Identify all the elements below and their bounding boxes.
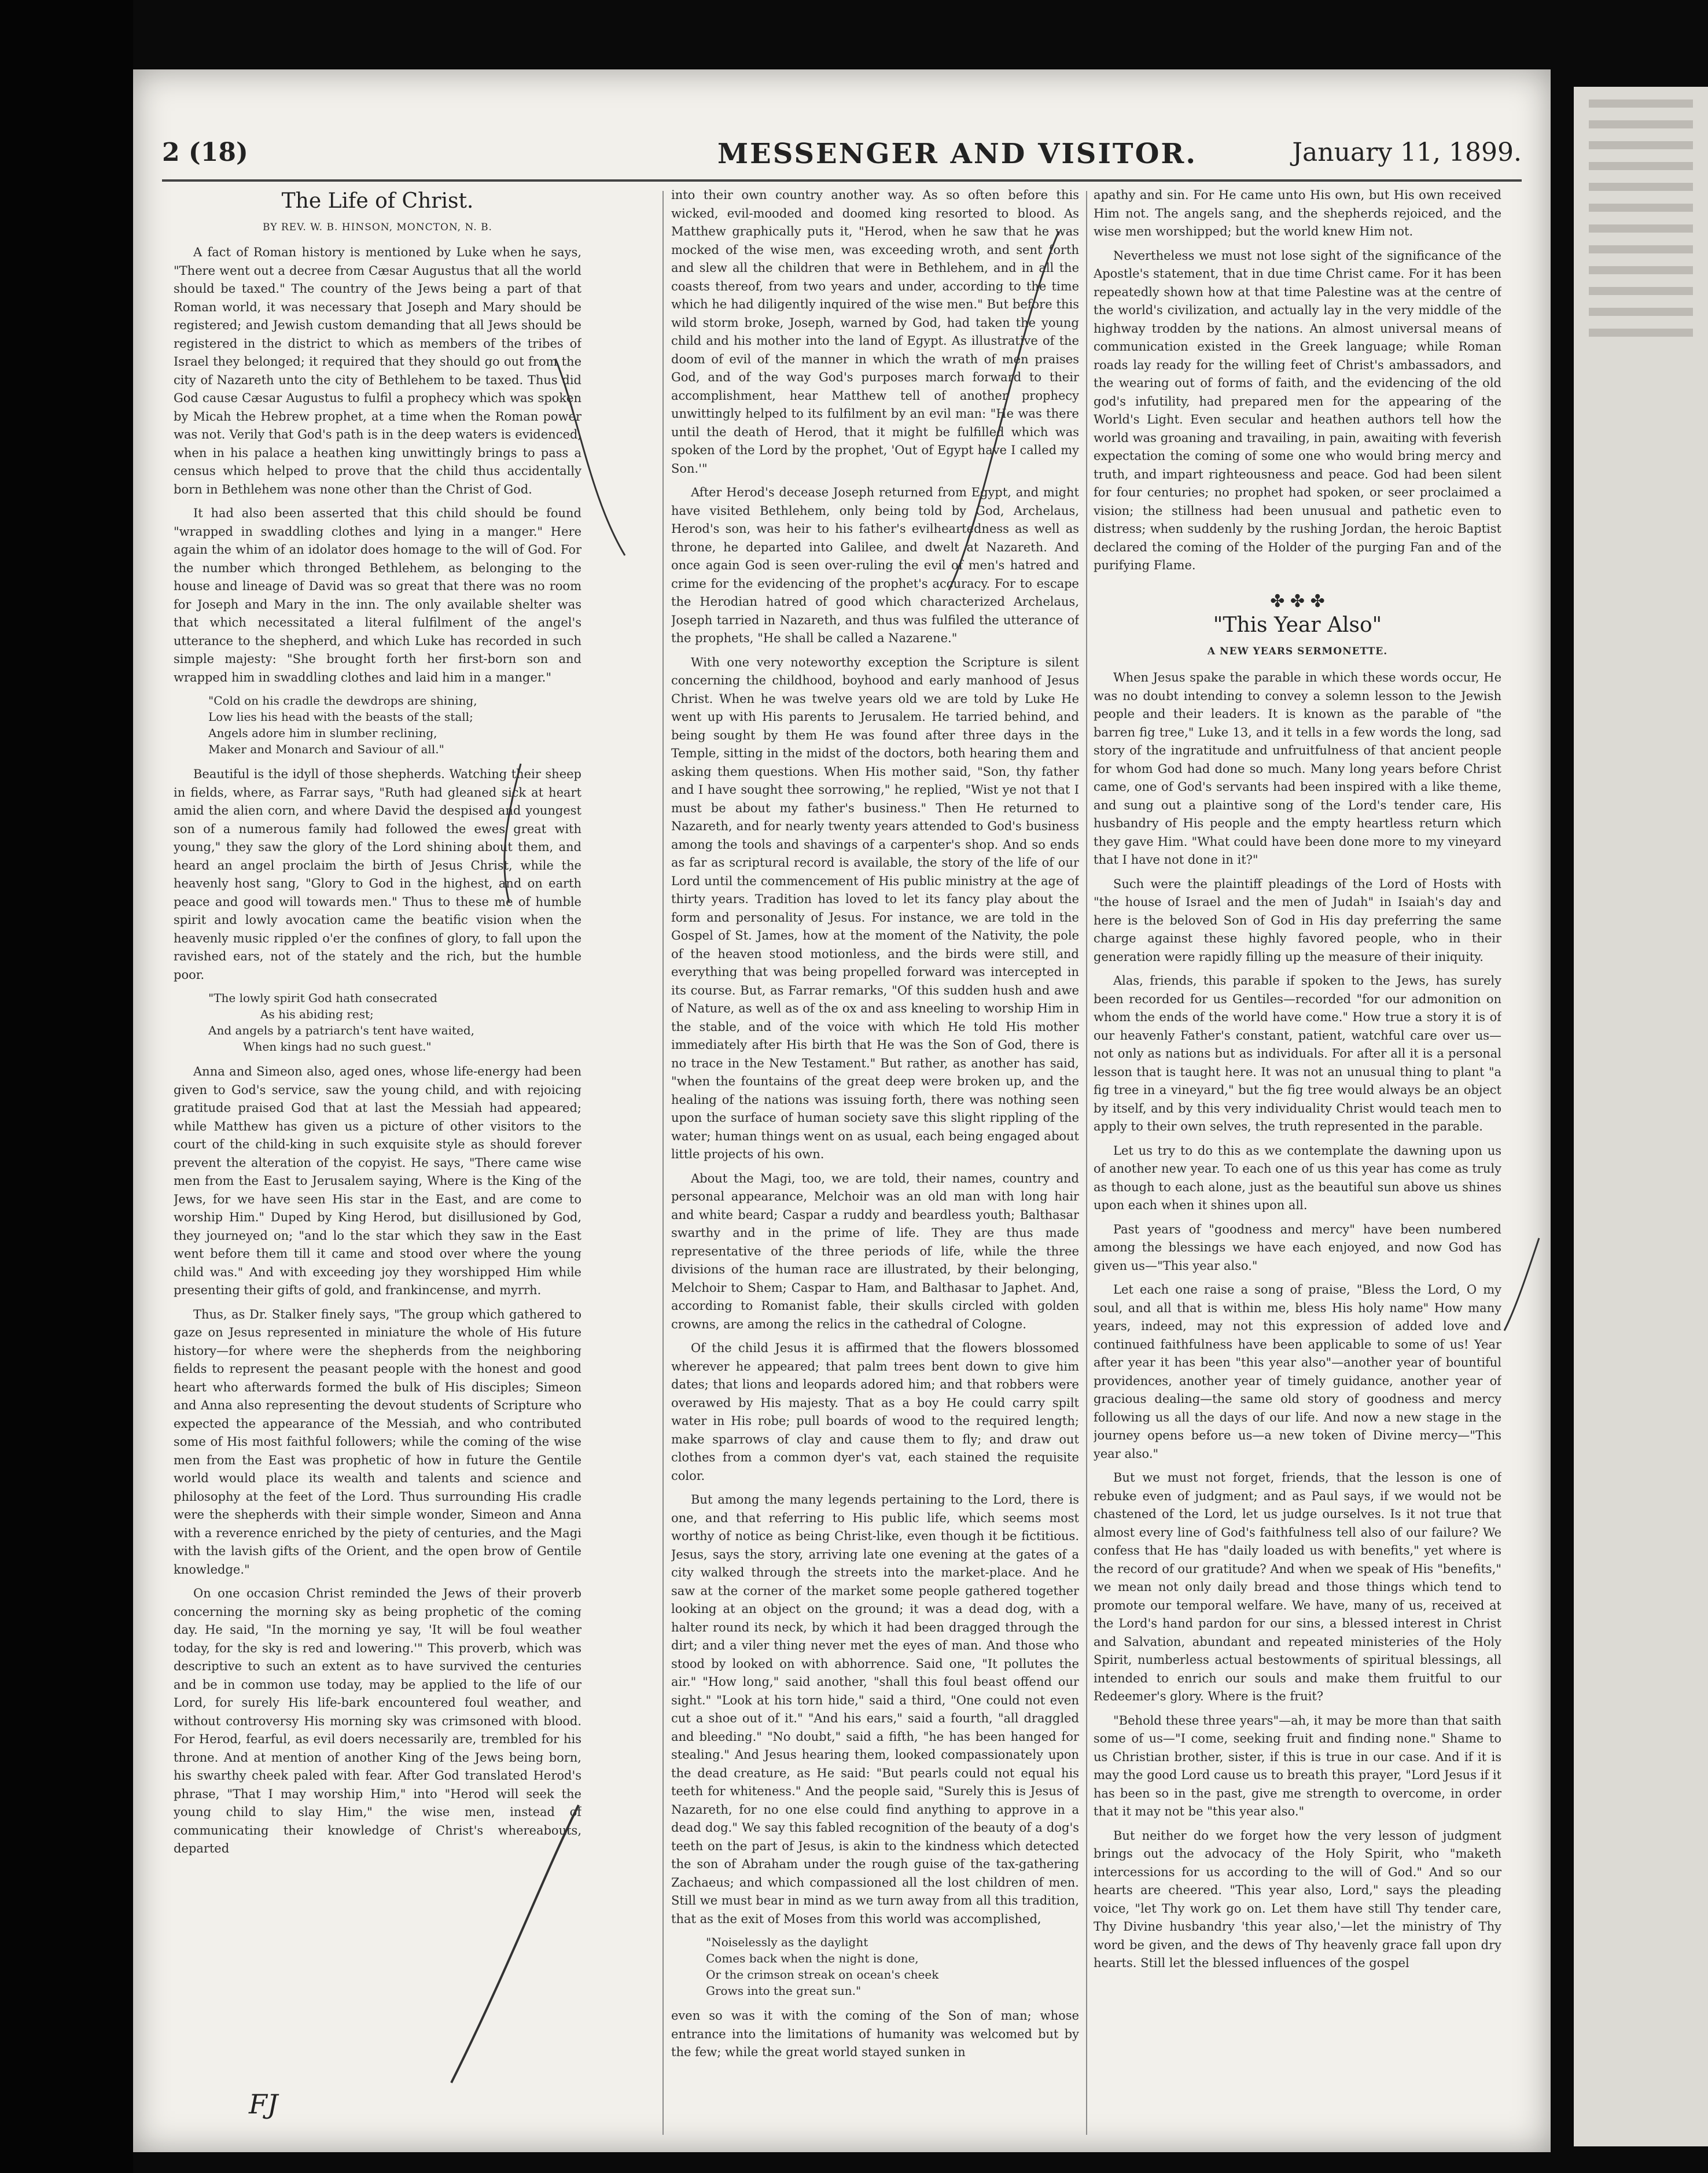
paragraph: into their own country another way. As so often before this wicked, evil-mooded and doomed king resorted to blood. As Matthew graphically puts it, "Herod, when he saw that he was mocked of the wise men, was exceeding wroth, and sent forth and slew all the children that were in Bethlehem, and in all the coasts thereof, from two years and under, according to the time which he had diligently inquired of the wise men." But before this wild storm broke, Joseph, warned by God, had taken the young child and his mother into the land of Egypt. As illustrative of the doom of evil of the manner in which the wrath of men praises God, and of the way God's purposes march forward to their accomplishment, hear Matthew tell of another prophecy unwittingly helped to its fulfilment by an evil man: "He was there until the death of Herod, that it might be fulfilled which was spoken of the Lord by the prophet, 'Out of Egypt have I called my Son.'" (671, 188, 1079, 476)
poem-line: As his abiding rest; (260, 1007, 374, 1021)
newspaper-title: MESSENGER AND VISITOR. (717, 138, 1198, 170)
article-byline: BY REV. W. B. HINSON, MONCTON, N. B. (263, 221, 492, 233)
adjacent-page-edge (1574, 87, 1708, 2146)
masthead-rule (162, 179, 1522, 182)
poem-line: Low lies his head with the beasts of the stall; (208, 710, 473, 724)
paragraph: even so was it with the coming of the Son of man; whose entrance into the limitations of humanity was welcomed but by the few; while the great world stayed sunken in (671, 2009, 1079, 2059)
poem-line: Angels adore him in slumber reclining, (208, 726, 437, 740)
paragraph: Past years of "goodness and mercy" have been numbered among the blessings we have each enjoyed, and now God has given us—"This year also." (1094, 1222, 1501, 1273)
article-subhead: A NEW YEARS SERMONETTE. (1207, 645, 1388, 657)
paragraph: Thus, as Dr. Stalker finely says, "The group which gathered to gaze on Jesus represented in miniature the whole of His future history—for where were the shepherds from the neighboring fields to represent the peasant people with the honest and good heart who afterwards formed the bulk of His disciples; Simeon and Anna also representing the devout students of Scripture who expected the appearance of the Messiah, and who contributed some of His most faithful followers; while the coming of the wise men from the East was prophetic of how in future the Gentile world would place its wealth and talents and science and philosophy at the feet of the Lord. Thus surrounding His cradle were the shepherds with their simple wonder, Simeon and Anna with a reverence enriched by the piety of centuries, and the Magi with the lavish gifts of the Orient, and the open brow of Gentile knowledge." (174, 1307, 581, 1577)
paragraph: Alas, friends, this parable if spoken to the Jews, has surely been recorded for us Gentiles—recorded "for our admonition on whom the ends of the world have come." How true a story it is of our heavenly Father's constant, patient, watchful care over us—not only as nations but as individuals. For after all it is a personal lesson that is taught here. It was not an unusual thing to plant "a fig tree in a vineyard," but the fig tree would always be an object by itself, and by this very individuality Christ would teach men to apply to their own selves, the truth represented in the parable. (1094, 974, 1501, 1133)
paragraph: On one occasion Christ reminded the Jews of their proverb concerning the morning sky as being prophetic of the coming day. He said, "In the morning ye say, 'It will be foul weather today, for the sky is red and lowering.'" This proverb, which was descriptive to such an extent as to have survived the centuries and be in common use today, may be applied to the life of our Lord, for surely His life-bark encountered foul weather, and without controversy His morning sky was crimsoned with blood. For Herod, fearful, as evil doers necessarily are, trembled for his throne. And at mention of another King of the Jews being born, his swarthy cheek paled with fear. After God translated Herod's phrase, "That I may worship Him," into "Herod will seek the young child to slay Him," the wise men, instead of communicating their knowledge of Christ's whereabouts, departed (174, 1586, 581, 1855)
poem-line: "The lowly spirit God hath consecrated (208, 991, 437, 1005)
paragraph: When Jesus spake the parable in which these words occur, He was no doubt intending to convey a solemn lesson to the Jewish people and their leaders. It is known as the parable of "the barren fig tree," Luke 13, and it tells in a few words the long, sad story of the ingratitude and unfruitfulness of that ancient people for whom God had done so much. Many long years before Christ came, one of God's servants had been inspired with a like theme, and sung out a plaintive song of the Lord's tender care, His husbandry of His people and the empty heartless return which they gave Him. "What could have been done more to my vineyard that I have not done in it?" (1094, 671, 1501, 867)
article-title: The Life of Christ. (281, 189, 474, 213)
column-1 (174, 186, 581, 2148)
scan-border (0, 0, 133, 2173)
poem-quote (208, 693, 581, 757)
paragraph: About the Magi, too, we are told, their names, country and personal appearance, Melchoir was an old man with long hair and white beard; Caspar a ruddy and beardless youth; Balthasar swarthy and in the prime of life. They are thus made representative of the three periods of life, while the three divisions of the human race are illustrated, by their belonging, Melchoir to Shem; Caspar to Ham, and Balthasar to Japhet. And, according to Romanist fable, their skulls circled with golden crowns, are among the relics in the cathedral of Cologne. (671, 1171, 1079, 1331)
paragraph: "Behold these three years"—ah, it may be more than that saith some of us—"I come, seeking fruit and finding none." Shame to us Christian brother, sister, if this is true in our case. And if it is may the good Lord cause us to breath this prayer, "Lord Jesus if it has been so in the past, give me strength to overcome, in order that it may not be "this year also." (1094, 1713, 1501, 1818)
poem-line: Maker and Monarch and Saviour of all." (208, 742, 444, 756)
poem-line: Or the crimson streak on ocean's cheek (706, 1968, 939, 1982)
page-number: 2 (18) (162, 138, 248, 167)
column-divider (1086, 191, 1087, 2135)
paragraph: Nevertheless we must not lose sight of the significance of the Apostle's statement, that in due time Christ came. For it has been repeatedly shown how at that time Palestine was at the centre of the world's civilization, and actually lay in the very middle of the highway trodden by the nations. An almost universal means of communication existed in the Greek language; while Roman roads lay ready for the willing feet of Christ's ambassadors, and the wearing out of forms of faith, and the evidencing of the old god's infutility, had prepared men for the appearing of the World's Light. Even secular and heathen authors tell how the world was groaning and travailing, in pain, awaiting with feverish expectation the coming of some one who would bring mercy and truth, and impart righteousness and peace. God had been silent for four centuries; no prophet had spoken, or seer proclaimed a vision; the stillness had been unusual and pathetic even to distress; when suddenly by the rushing Jordan, the heroic Baptist declared the coming of the Holder of the purging Fan and of the purifying Flame. (1094, 248, 1501, 572)
paragraph: Of the child Jesus it is affirmed that the flowers blossomed wherever he appeared; that palm trees bent down to give him dates; that lions and leopards adored him; and that robbers were overawed by His majesty. That as a boy He could carry spilt water in His robe; pull boards of wood to the required length; make sparrows of clay and cause them to fly; and draw out clothes from a common dyer's vat, each stained the requisite color. (671, 1341, 1079, 1483)
poem-quote (208, 990, 581, 1055)
poem-line: And angels by a patriarch's tent have waited, (208, 1023, 475, 1037)
margin-handwritten-note: FJ (249, 2089, 278, 2120)
poem-line: Comes back when the night is done, (706, 1951, 919, 1965)
paragraph: apathy and sin. For He came unto His own, but His own received Him not. The angels sang, and the shepherds rejoiced, and the wise men worshipped; but the world knew Him not. (1094, 188, 1501, 238)
poem-quote (706, 1934, 1079, 1999)
paragraph: But neither do we forget how the very lesson of judgment brings out the advocacy of the Holy Spirit, who "maketh intercessions for us according to the will of God." And so our hearts are cheered. "This year also, Lord," says the pleading voice, "let Thy work go on. Let them have still Thy tender care, Thy Divine husbandry 'this year also,'—let the ministry of Thy word be given, and the dews of Thy heavenly grace fall upon dry hearts. Still let the blessed influences of the gospel (1094, 1828, 1501, 1970)
poem-line: "Cold on his cradle the dewdrops are shining, (208, 694, 477, 708)
paragraph: A fact of Roman history is mentioned by Luke when he says, "There went out a decree from Cæsar Augustus that all the world should be taxed." The country of the Jews being a part of that Roman world, it was necessary that Joseph and Mary should be registered; and Jewish custom demanding that all Jews should be registered in the district to which as members of the tribes of Israel they belonged; it required that they should go out from the city of Nazareth unto the city of Bethlehem to be taxed. Thus did God cause Cæsar Augustus to fulfil a prophecy which was spoken by Micah the Hebrew prophet, at a time when the Roman power was not. Verily that God's path is in the deep waters is evidenced, when in his palace a heathen king unwittingly brings to pass a census which helped to prove that the child thus accidentally born in Bethlehem was none other than the Christ of God. (174, 245, 581, 496)
paragraph: It had also been asserted that this child should be found "wrapped in swaddling clothes and lying in a manger." Here again the whim of an idolator does homage to the will of God. For the number which thronged Bethlehem, as belonging to the house and lineage of David was so great that there was no room for Joseph and Mary in the inn. The only available shelter was that which necessitated a literal fulfilment of the angel's utterance to the shepherd, and which Luke has recorded in such simple majesty: "She brought forth her first-born son and wrapped him in swaddling clothes and laid him in a manger." (174, 506, 581, 684)
paragraph: Let each one raise a song of praise, "Bless the Lord, O my soul, and all that is within me, bless His holy name" How many years, indeed, may not this expression of added love and continued faithfulness have been applicable to some of us! Year after year it has been "this year also"—another year of bountiful providences, another year of timely guidance, another year of gracious dealing—the same old story of goodness and mercy following us all the days of our life. And now a new stage in the journey opens before us—a new token of Divine mercy—"This year also." (1094, 1283, 1501, 1461)
poem-line: Grows into the great sun." (706, 1984, 862, 1998)
paragraph: But we must not forget, friends, that the lesson is one of rebuke even of judgment; and as Paul says, if we would not be chastened of the Lord, let us judge ourselves. Is it not true that almost every line of God's faithfulness tell also of our failure? We confess that He has "daily loaded us with benefits," yet where is the record of our gratitude? And when we speak of His "benefits," we mean not only daily bread and those things which tend to promote our temporal welfare. We have, many of us, received at the Lord's hand pardon for our sins, a blessed interest in Christ and Salvation, abundant and repeated ministeries of the Holy Spirit, numberless actual bestowments of spiritual blessings, all intended to enrich our souls and make them fruitful to our Redeemer's glory. Where is the fruit? (1094, 1471, 1501, 1703)
column-2 (671, 186, 1079, 2148)
paragraph: Beautiful is the idyll of those shepherds. Watching their sheep in fields, where, as Farrar says, "Ruth had gleaned sick at heart amid the alien corn, and where David the despised and youngest son of a numerous family had followed the ewes great with young," they saw the glory of the Lord shining about them, and heard an angel proclaim the birth of Jesus Christ, while the heavenly host sang, "Glory to God in the highest, and on earth peace and good will towards men." Thus to these me of humble spirit and lowly avocation came the beatific vision when the heavenly music rippled o'er the confines of glory, to fall upon the ravished ears, not of the stately and the rich, but the humble poor. (174, 767, 581, 982)
column-3 (1094, 186, 1501, 2148)
paragraph: After Herod's decease Joseph returned from Egypt, and might have visited Bethlehem, only being told by God, Archelaus, Herod's son, was heir to his father's evilheartedness as well as throne, he departed into Galilee, and dwelt at Nazareth. And once again God is seen over-ruling the evil of men's hatred and crime for the evidencing of the prophet's accuracy. For to escape the Herodian hatred of good which characterized Archelaus, Joseph tarried in Nazareth, and thus was fulfiled the utterance of the prophets, "He shall be called a Nazarene." (671, 485, 1079, 645)
paragraph: Anna and Simeon also, aged ones, whose life-energy had been given to God's service, saw the young child, and with rejoicing gratitude praised God that at last the Messiah had appeared; while Matthew has given us a picture of other visitors to the court of the child-king in such exquisite style as should forever prevent the alteration of the copyist. He says, "There came wise men from the East to Jerusalem saying, Where is the King of the Jews, for we have seen His star in the East, and are come to worship Him." Duped by King Herod, but disillusioned by God, they journeyed on; "and lo the star which they saw in the East went before them till it came and stood over where the young child was." And with exceeding joy they worshipped Him while presenting their gifts of gold, and frankincense, and myrrh. (174, 1065, 581, 1297)
paragraph: With one very noteworthy exception the Scripture is silent concerning the childhood, boyhood and early manhood of Jesus Christ. When he was twelve years old we are told by Luke He went up with His parents to Jerusalem. He tarried behind, and being sought by them He was found after three days in the Temple, sitting in the midst of the doctors, both hearing them and asking them questions. When His mother said, "Son, thy father and I have sought thee sorrowing," he replied, "Wist ye not that I must be about my father's business." Then He returned to Nazareth, and for nearly twenty years attended to God's business among the tools and shavings of a carpenter's shop. And so ends as far as scriptural record is available, the story of the life of our Lord until the commencement of His public ministry at the age of thirty years. Tradition has loved to let its fancy play about the form and personality of Jesus. For instance, we are told in the Gospel of St. James, how at the moment of the Nativity, the pole of the heaven stood motionless, and the birds were still, and everything that was being propelled forward was intercepted in its course. But, as Farrar remarks, "Of this sudden hush and awe of Nature, as well as of the ox and ass kneeling to worship Him in the stable, and of the voice with which He told His mother immediately after His birth that He was the Son of God, there is no trace in the New Testament." But rather, as another has said, "when the fountains of the great deep were broken up, and the healing of the nations was issuing forth, there was nothing seen upon the surface of human society save this slight rippling of the water; human things went on as usual, each being engaged about little projects of his own. (671, 655, 1079, 1161)
paragraph: Let us try to do this as we contemplate the dawning upon us of another new year. To each one of us this year has come as truly as though to each alone, just as the beautiful sun above us shines upon each when it shines upon all. (1094, 1143, 1501, 1212)
column-divider (662, 191, 664, 2135)
paragraph: But among the many legends pertaining to the Lord, there is one, and that referring to His public life, which seems most worthy of notice as being Christ-like, even though it be fictitious. Jesus, says the story, arriving late one evening at the gates of a city walked through the streets into the market-place. And he saw at the corner of the market some people gathered together looking at an object on the ground; it was a dead dog, with a halter round its neck, by which it had been dragged through the dirt; and a viler thing never met the eyes of man. And those who stood by looked on with abhorrence. Said one, "It pollutes the air." "How long," said another, "shall this foul beast offend our sight." "Look at his torn hide," said a third, "One could not even cut a shoe out of it." "And his ears," said a fourth, "all draggled and bleeding." "No doubt," said a fifth, "he has been hanged for stealing." And Jesus hearing them, looked compassionately upon the dead creature, as He said: "But pearls could not equal his teeth for whiteness." And the people said, "Surely this is Jesus of Nazareth, for no one else could find anything to approve in a dead dog." We say this fabled recognition of the beauty of a dog's teeth on the part of Jesus, is akin to the kindness which detected the son of Abraham under the rough guise of the tax-gathering Zachaeus; and which compassioned all the lost children of men. Still we must bear in mind as we turn away from all this tradition, that as the exit of Moses from this world was accomplished, (671, 1493, 1079, 1926)
section-ornament: ✤ ✤ ✤ (1270, 591, 1325, 612)
issue-date: January 11, 1899. (1292, 138, 1522, 167)
article-title: "This Year Also" (1213, 613, 1382, 637)
poem-line: When kings had no such guest." (243, 1040, 432, 1054)
paragraph: Such were the plaintiff pleadings of the Lord of Hosts with "the house of Israel and the men of Judah" in Isaiah's day and here is the beloved Son of God in His day preferring the same charge against these highly favored people, who in their generation were rapidly filling up the measure of their iniquity. (1094, 876, 1501, 964)
masthead (162, 138, 1522, 178)
poem-line: "Noiselessly as the daylight (706, 1935, 868, 1949)
